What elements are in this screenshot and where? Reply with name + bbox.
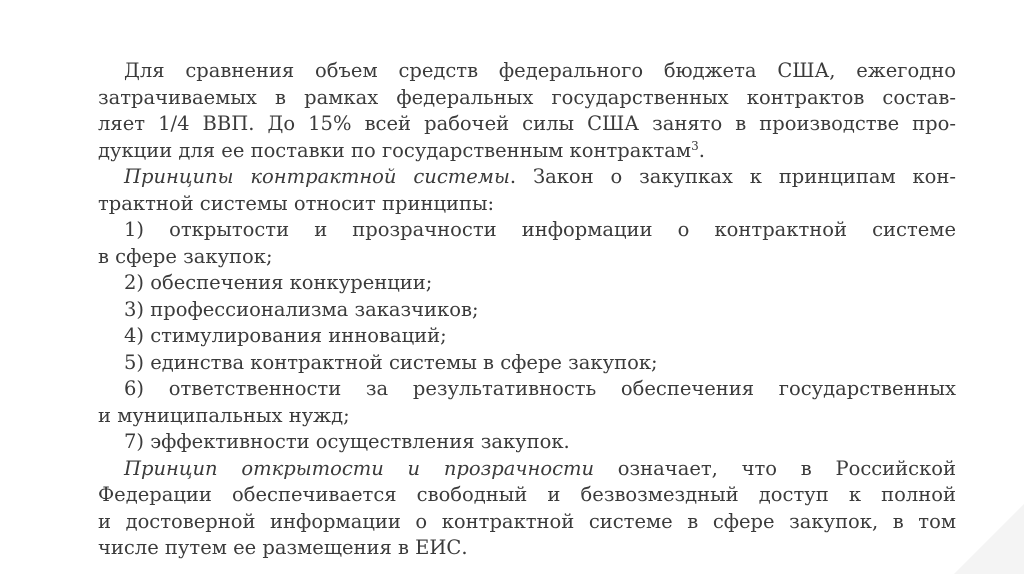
paragraph-3-line-2: Федерации обеспечивается свободный и безвозмездный доступ к полной <box>98 483 956 506</box>
list-item-2-text: обеспечения конкуренции; <box>150 271 433 294</box>
paragraph-3-line-3: и достоверной информации о контрактной системе в сфере закупок, в том <box>98 509 956 533</box>
principles-heading: Принципы контрактной системы <box>124 165 510 188</box>
paragraph-2-line-1-rest: . Закон о закупках к принципам кон- <box>509 165 956 188</box>
list-item-7-text: эффективности осуществления закупок. <box>150 430 570 453</box>
list-item-7 <box>98 429 956 456</box>
list-item-1-line-2: в сфере закупок; <box>98 244 273 268</box>
list-item-4-number: 4) <box>124 324 145 347</box>
list-item-3-text: профессионализма заказчиков; <box>150 297 479 321</box>
list-item-4 <box>98 323 956 350</box>
paragraph-2-line-2: трактной системы относит принципы: <box>98 191 495 215</box>
list-item-7-number: 7) <box>124 430 145 453</box>
paragraph-1-line-4-end: . <box>698 138 705 162</box>
list-item-3 <box>98 297 956 324</box>
list-item-3-number: 3) <box>124 297 145 321</box>
document-text <box>98 58 956 562</box>
paragraph-1-line-4 <box>98 138 956 165</box>
list-item-1-line-1 <box>98 217 956 244</box>
paragraph-1-line-2: затрачиваемых в рамках федеральных государственных контрактов состав- <box>98 85 956 109</box>
openness-principle-heading: Принцип открытости и прозрачности <box>124 456 595 480</box>
paragraph-1-line-4-text: дукции для ее поставки по государственным контрактам <box>98 138 692 162</box>
corner-decoration <box>954 504 1024 574</box>
list-item-2 <box>98 270 956 297</box>
paragraph-1-line-3: ляет 1/4 ВВП. До 15% всей рабочей силы США занято в производстве про- <box>98 112 956 135</box>
paragraph-3-line-4: числе путем ее размещения в ЕИС. <box>98 536 468 559</box>
paragraph-3-line-1 <box>98 456 956 483</box>
list-item-4-text: стимулирования инноваций; <box>150 324 447 347</box>
list-item-2-number: 2) <box>124 271 145 294</box>
list-item-1-text: открытости и прозрачности информации о контрактной системе <box>169 218 956 241</box>
list-item-6-text: ответственности за результативность обеспечения государственных <box>168 377 956 400</box>
list-item-5 <box>98 350 956 377</box>
paragraph-2-line-1 <box>98 164 956 191</box>
list-item-6-number: 6) <box>124 377 145 400</box>
list-item-5-number: 5) <box>124 350 145 374</box>
list-item-6-line-1 <box>98 376 956 403</box>
paragraph-1-line-1: Для сравнения объем средств федерального бюджета США, ежегодно <box>124 59 956 82</box>
list-item-6-line-2: и муниципальных нужд; <box>98 403 350 427</box>
footnote-marker: 3 <box>691 138 699 153</box>
list-item-5-text: единства контрактной системы в сфере закупок; <box>150 350 658 374</box>
paragraph-3-line-1-rest: означает, что в Российской <box>594 456 956 480</box>
list-item-1-number: 1) <box>124 218 145 241</box>
